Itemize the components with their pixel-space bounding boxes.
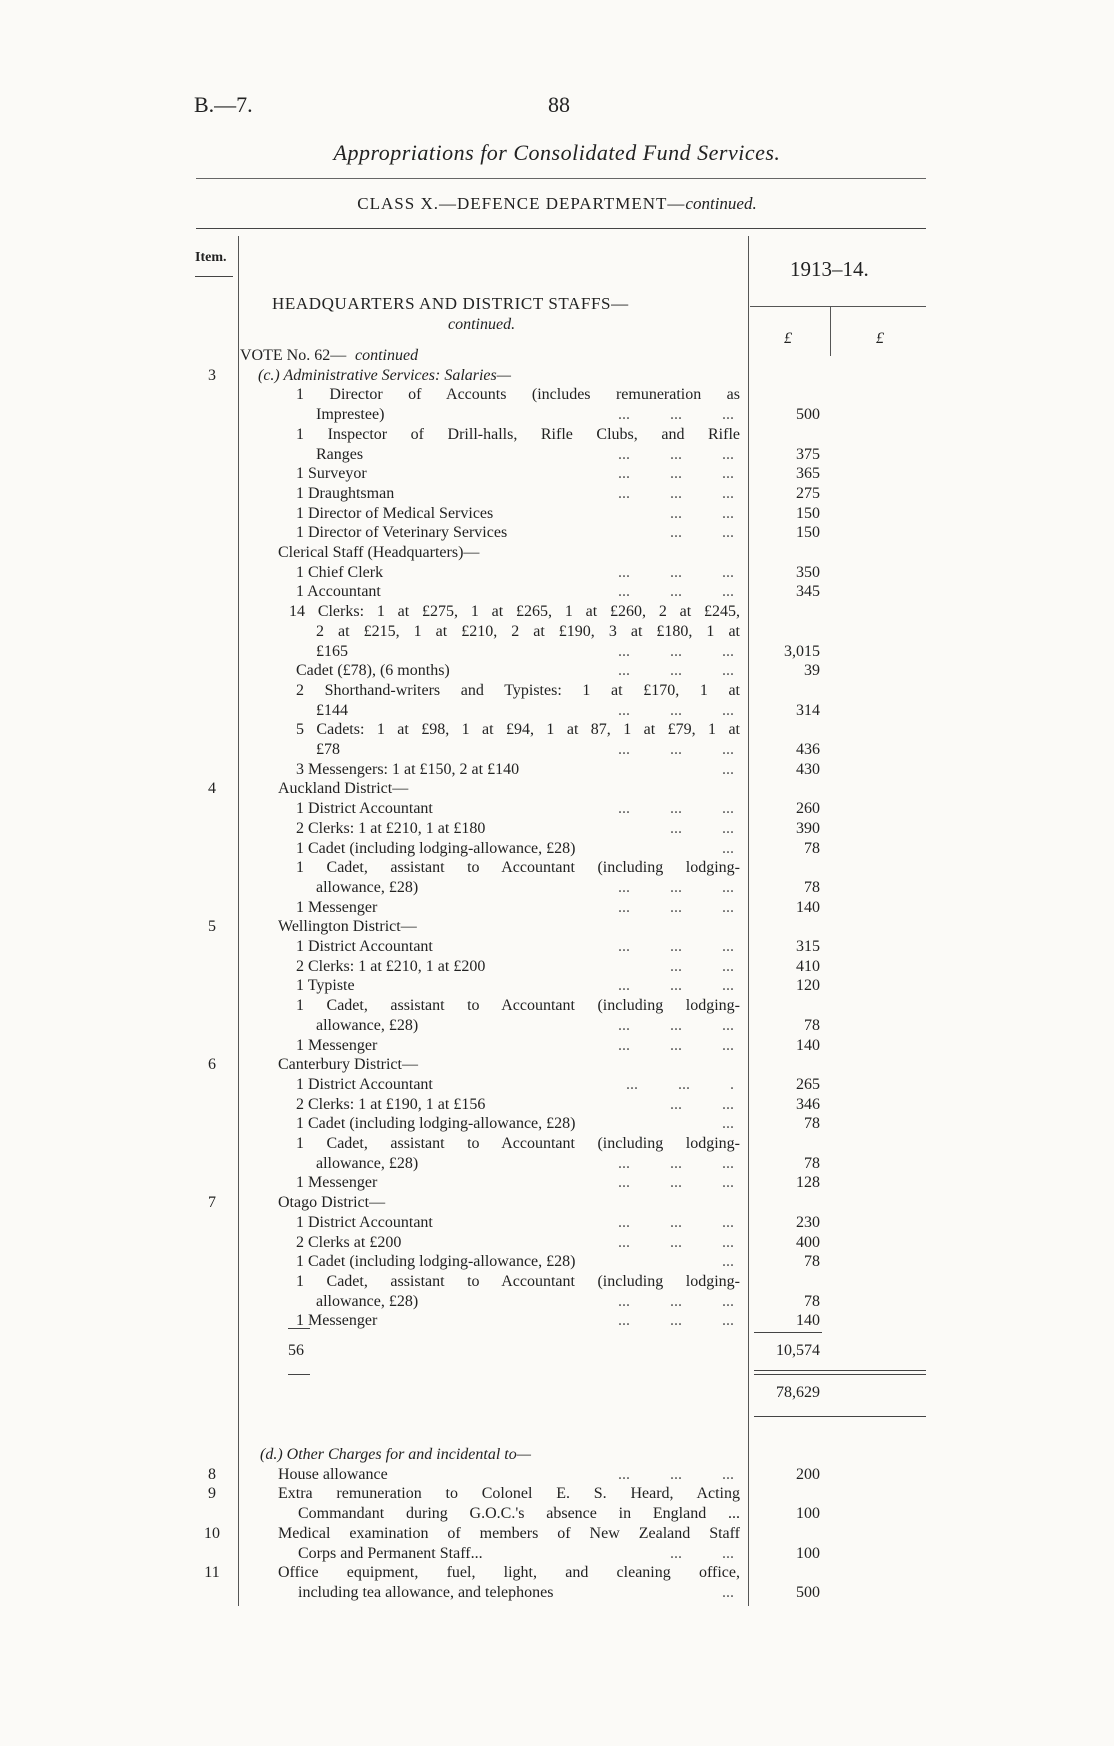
item-amount: 78: [804, 839, 820, 857]
leader-dots: ... ... ...: [618, 878, 734, 896]
table-row: [0, 1484, 1114, 1504]
item-number: 5: [208, 918, 216, 936]
item-amount: 500: [796, 1583, 820, 1601]
table-row: [0, 1272, 1114, 1292]
item-description: Ranges: [316, 445, 364, 463]
table-row: [0, 1134, 1114, 1154]
item-amount: 375: [796, 445, 820, 463]
table-row: [0, 839, 1114, 859]
leader-dots: ...: [722, 1115, 734, 1133]
item-description: 1 Inspector of Drill-halls, Rifle Clubs, and Rifle: [296, 425, 740, 443]
total-rule-bottom: [754, 1416, 926, 1417]
table-row: [0, 1563, 1114, 1583]
item-description: (c.) Administrative Services: Salaries—: [258, 366, 511, 384]
leader-dots: ... ...: [670, 504, 734, 522]
item-amount: 78: [804, 1154, 820, 1172]
item-description: 1 District Accountant: [296, 800, 433, 818]
section-title: HEADQUARTERS AND DISTRICT STAFFS—: [272, 294, 629, 313]
item-description: £78: [316, 741, 340, 758]
item-amount: 150: [796, 504, 820, 522]
item-amount: 78: [804, 1016, 820, 1034]
table-row: [0, 937, 1114, 957]
item-header-rule: [195, 276, 233, 277]
item-amount: 275: [796, 484, 820, 502]
table-row: [0, 1154, 1114, 1174]
item-amount: 315: [796, 938, 820, 955]
table-row: [0, 464, 1114, 484]
leader-dots: ... ... ...: [618, 406, 734, 424]
item-description: 1 Messenger: [296, 1312, 378, 1330]
table-row: [0, 1213, 1114, 1233]
item-description: 1 Cadet, assistant to Accountant (including lodging-: [296, 859, 740, 877]
item-description: VOTE No. 62—: [240, 347, 347, 364]
table-row: [0, 523, 1114, 543]
item-amount: 350: [796, 563, 820, 581]
item-number: 3: [208, 366, 216, 384]
leader-dots: ... ... ...: [618, 465, 734, 483]
total-value: 78,629: [776, 1384, 820, 1401]
leader-dots: ... ... ...: [618, 1233, 734, 1251]
leader-dots: ... ... ...: [618, 1036, 734, 1054]
pound-sign-total: £: [876, 330, 884, 347]
item-description: 14 Clerks: 1 at £275, 1 at £265, 1 at £260, 2 at £245,: [289, 603, 740, 621]
item-amount: 390: [796, 819, 820, 837]
item-description: 2 Clerks: 1 at £210, 1 at £200: [296, 957, 486, 975]
item-amount: 410: [796, 957, 820, 975]
item-amount: 265: [796, 1075, 820, 1093]
table-row: [0, 917, 1114, 937]
table-row: [0, 405, 1114, 425]
leader-dots: ...: [722, 1583, 734, 1601]
total-rule-double: [754, 1374, 926, 1375]
item-number: 8: [208, 1465, 216, 1483]
table-row: [0, 1075, 1114, 1095]
item-amount: 78: [804, 1253, 820, 1271]
table-row: [0, 681, 1114, 701]
table-row: [0, 760, 1114, 780]
item-description: 1 Messenger: [296, 1036, 378, 1054]
table-row: [0, 996, 1114, 1016]
leader-dots: ... ...: [670, 1544, 734, 1562]
item-amount: 230: [796, 1213, 820, 1231]
item-description: allowance, £28): [316, 1016, 419, 1034]
item-description: 2 Clerks: 1 at £190, 1 at £156: [296, 1095, 486, 1113]
item-amount: 120: [796, 977, 820, 995]
table-row: [0, 543, 1114, 563]
table-row: [0, 504, 1114, 524]
item-description: (d.) Other Charges for and incidental to—: [260, 1446, 531, 1463]
table-row: [0, 858, 1114, 878]
item-amount: 436: [796, 741, 820, 758]
item-amount: 150: [796, 524, 820, 542]
item-description: 5 Cadets: 1 at £98, 1 at £94, 1 at 87, 1 at £79, 1 at: [296, 721, 740, 739]
item-description: 1 Director of Accounts (includes remuneration as: [296, 386, 740, 404]
table-row: [0, 1036, 1114, 1056]
class-heading: [0, 194, 1114, 214]
leader-dots: ... ... ...: [618, 1016, 734, 1034]
item-description: Wellington District—: [278, 918, 417, 936]
leader-dots: ... ...: [670, 957, 734, 975]
table-row: [0, 1095, 1114, 1115]
table-row: [0, 976, 1114, 996]
item-amount: 365: [796, 465, 820, 483]
item-description: 1 Accountant: [296, 583, 381, 601]
year-header: 1913–14.: [790, 257, 869, 281]
table-row: [0, 484, 1114, 504]
item-number: 4: [208, 780, 216, 798]
leader-dots: ... ... ...: [618, 662, 734, 680]
item-description: 1 Director of Veterinary Services: [296, 524, 508, 542]
item-description: allowance, £28): [316, 1154, 419, 1172]
leader-dots: ... ... ...: [618, 1174, 734, 1192]
leader-dots: ... ... ...: [618, 642, 734, 660]
leader-dots: ... ... ...: [618, 1312, 734, 1330]
table-row: [0, 1173, 1114, 1193]
table-row: [0, 1292, 1114, 1312]
item-description: 2 Clerks at £200: [296, 1233, 402, 1251]
leader-dots: ... ... ...: [618, 1213, 734, 1231]
item-amount: 400: [796, 1233, 820, 1251]
leader-dots: ... ... ...: [618, 563, 734, 581]
item-description: Office equipment, fuel, light, and cleaning office,: [278, 1564, 740, 1582]
leader-dots: ...: [722, 760, 734, 778]
pound-sign-detail: £: [784, 330, 792, 347]
table-row: [0, 661, 1114, 681]
item-description: 1 Messenger: [296, 898, 378, 916]
table-row: [0, 878, 1114, 898]
class-heading-text: CLASS X.—DEFENCE DEPARTMENT—: [357, 194, 686, 213]
leader-dots: ... ... ...: [618, 977, 734, 995]
table-row: [0, 445, 1114, 465]
item-amount: 346: [796, 1095, 820, 1113]
leader-dots: ... ... ...: [618, 583, 734, 601]
item-number: 10: [204, 1524, 220, 1542]
document-ref: B.—7.: [194, 92, 253, 117]
item-number: 11: [204, 1564, 220, 1582]
leader-dots: ... ... ...: [618, 938, 734, 955]
table-row: [0, 1524, 1114, 1544]
item-description: Medical examination of members of New Zealand Staff: [278, 1524, 740, 1542]
table-row: [0, 1233, 1114, 1253]
item-description: 2 Shorthand-writers and Typistes: 1 at £170, 1 at: [296, 681, 740, 699]
table-row: [0, 385, 1114, 405]
item-description: 1 Director of Medical Services: [296, 504, 494, 522]
table-row: [0, 642, 1114, 662]
leader-dots: ... ...: [670, 1095, 734, 1113]
item-description: 1 Messenger: [296, 1174, 378, 1192]
title-rule: [196, 178, 926, 179]
table-row: [0, 799, 1114, 819]
item-description: Otago District—: [278, 1194, 386, 1212]
table-row: [0, 582, 1114, 602]
item-amount: 39: [804, 662, 820, 680]
item-description: 1 District Accountant: [296, 1075, 433, 1093]
item-description: Cadet (£78), (6 months): [296, 662, 450, 680]
leader-dots: ... ...: [670, 819, 734, 837]
item-description: allowance, £28): [316, 1292, 419, 1310]
item-description: 1 Cadet (including lodging-allowance, £28): [296, 839, 576, 857]
item-description: 1 Cadet, assistant to Accountant (including lodging-: [296, 1272, 740, 1290]
table-row: [0, 1544, 1114, 1564]
item-description: Canterbury District—: [278, 1056, 418, 1074]
total-count: 56: [288, 1342, 304, 1359]
table-row: [0, 701, 1114, 721]
leader-dots: ... ... ...: [618, 898, 734, 916]
table-row: [0, 622, 1114, 642]
item-description: 1 Surveyor: [296, 465, 367, 483]
header-rule: [196, 228, 926, 229]
item-description: £144: [316, 701, 348, 719]
item-amount: 500: [796, 406, 820, 424]
item-amount: 78: [804, 1115, 820, 1133]
class-heading-cont: continued.: [685, 194, 757, 213]
table-row: [0, 1114, 1114, 1134]
item-amount: 140: [796, 1036, 820, 1054]
item-number: 7: [208, 1194, 216, 1212]
item-description: 2 Clerks: 1 at £210, 1 at £180: [296, 819, 486, 837]
item-amount: 3,015: [784, 642, 820, 660]
item-description: Extra remuneration to Colonel E. S. Heard, Acting: [278, 1485, 740, 1503]
leader-dots: ... ... ...: [618, 1292, 734, 1310]
item-amount: 100: [796, 1505, 820, 1523]
table-row: [0, 1445, 1114, 1465]
item-description: 3 Messengers: 1 at £150, 2 at £140: [296, 760, 520, 778]
item-amount: 78: [804, 878, 820, 896]
item-description: 1 Cadet, assistant to Accountant (including lodging-: [296, 997, 740, 1015]
item-amount: 140: [796, 1312, 820, 1330]
item-description: £165: [316, 642, 348, 660]
item-amount: 200: [796, 1465, 820, 1483]
item-description: Clerical Staff (Headquarters)—: [278, 544, 480, 561]
item-description: allowance, £28): [316, 878, 419, 896]
table-row: [0, 720, 1114, 740]
table-row: [0, 740, 1114, 760]
year-rule: [750, 306, 926, 307]
count-rule-top: [288, 1328, 310, 1329]
item-description: 2 at £215, 1 at £210, 2 at £190, 3 at £180, 1 at: [316, 622, 740, 640]
leader-dots: ...: [722, 839, 734, 857]
leader-dots: ... ... ...: [618, 484, 734, 502]
item-description: House allowance: [278, 1465, 388, 1483]
item-amount: 314: [796, 701, 820, 719]
item-amount: 100: [796, 1544, 820, 1562]
leader-dots: ... ...: [670, 524, 734, 542]
leader-dots: ... ... ...: [618, 701, 734, 719]
item-amount: 430: [796, 760, 820, 778]
item-description: Corps and Permanent Staff...: [298, 1544, 483, 1562]
table-row: [0, 346, 1114, 366]
section-title-cont: continued.: [448, 316, 516, 333]
table-row: [0, 1016, 1114, 1036]
table-row: [0, 1311, 1114, 1331]
item-number: 9: [208, 1485, 216, 1503]
vote-continued: continued: [355, 347, 419, 364]
item-description: 1 Cadet, assistant to Accountant (including lodging-: [296, 1135, 740, 1152]
item-amount: 140: [796, 898, 820, 916]
leader-dots: ... ... ...: [618, 741, 734, 758]
leader-dots: ...: [722, 1253, 734, 1271]
leader-dots: ... ... ...: [618, 1465, 734, 1483]
item-number: 6: [208, 1056, 216, 1074]
item-description: 1 Draughtsman: [296, 484, 395, 502]
table-row: [0, 1583, 1114, 1603]
item-description: Imprestee): [316, 406, 385, 424]
table-row: [0, 1252, 1114, 1272]
item-column-header: Item.: [195, 250, 227, 265]
subtotal-rule: [754, 1332, 822, 1333]
total-rule-top: [754, 1370, 926, 1371]
table-row: [0, 1504, 1114, 1524]
table-row: [0, 425, 1114, 445]
leader-dots: ... ... ...: [618, 800, 734, 818]
page-title: Appropriations for Consolidated Fund Services.: [333, 140, 781, 165]
table-row: [0, 957, 1114, 977]
item-description: Commandant during G.O.C.'s absence in England ...: [298, 1505, 740, 1523]
leader-dots: ... ... ...: [618, 1154, 734, 1172]
subtotal-value: 10,574: [776, 1342, 820, 1359]
table-row: [0, 366, 1114, 386]
item-description: Auckland District—: [278, 780, 409, 798]
page-number: 88: [548, 92, 570, 117]
table-row: [0, 563, 1114, 583]
item-amount: 78: [804, 1292, 820, 1310]
leader-dots: ... ... .: [626, 1075, 734, 1093]
count-rule-bottom: [288, 1374, 310, 1375]
item-description: 1 Typiste: [296, 977, 355, 995]
table-row: [0, 1193, 1114, 1213]
table-row: [0, 819, 1114, 839]
item-amount: 345: [796, 583, 820, 601]
leader-dots: ... ... ...: [618, 445, 734, 463]
item-description: 1 Chief Clerk: [296, 563, 384, 581]
table-row: [0, 1055, 1114, 1075]
item-amount: 128: [796, 1174, 820, 1192]
item-description: 1 Cadet (including lodging-allowance, £28): [296, 1115, 576, 1133]
table-row: [0, 602, 1114, 622]
table-row: [0, 779, 1114, 799]
item-description: 1 District Accountant: [296, 1213, 433, 1231]
item-description: 1 District Accountant: [296, 938, 433, 955]
table-row: [0, 1465, 1114, 1485]
table-row: [0, 898, 1114, 918]
item-description: 1 Cadet (including lodging-allowance, £28): [296, 1253, 576, 1271]
item-description: including tea allowance, and telephones: [298, 1583, 554, 1601]
item-amount: 260: [796, 800, 820, 818]
